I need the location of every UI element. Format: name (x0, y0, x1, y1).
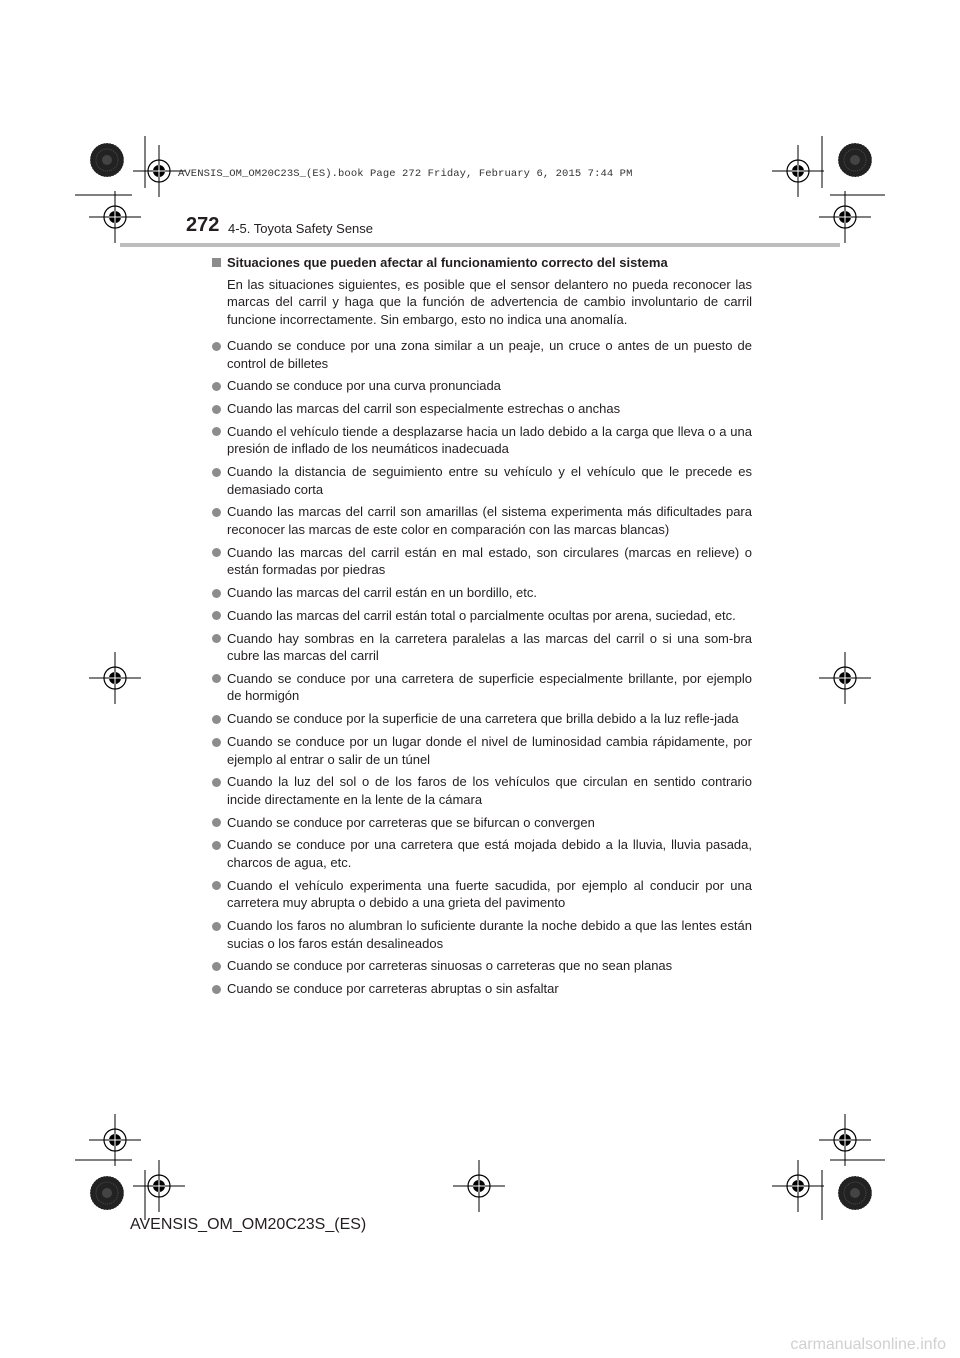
bullet-dot-icon (212, 382, 221, 391)
section-title: 4-5. Toyota Safety Sense (228, 221, 374, 236)
bullet-dot-icon (212, 818, 221, 827)
bullet-dot-icon (212, 778, 221, 787)
list-item-text: Cuando los faros no alumbran lo suficiente durante la noche debido a que las lentes están sucias o los faros están desalineados (227, 918, 752, 951)
heading-text: Situaciones que pueden afectar al funcionamiento correcto del sistema (227, 255, 668, 270)
list-item-text: Cuando se conduce por carreteras sinuosas o carreteras que no sean planas (227, 958, 673, 974)
list-item-text: Cuando las marcas del carril están en un bordillo, etc. (227, 585, 537, 601)
list-item (212, 337, 752, 372)
bullet-dot-icon (212, 468, 221, 477)
watermark: carmanualsonline.info (790, 1336, 946, 1353)
list-item (212, 917, 752, 952)
bullet-dot-icon (212, 985, 221, 994)
list-item-text: Cuando el vehículo experimenta una fuerte sacudida, por ejemplo al conducir por una carretera muy abrupta o debido a una grieta del pavimento (227, 877, 752, 911)
list-item (212, 607, 752, 625)
main-content (212, 254, 752, 1003)
bullet-dot-icon (212, 841, 221, 850)
list-item-text: Cuando se conduce por una curva pronunciada (227, 378, 501, 394)
list-item-text: Cuando las marcas del carril están total o parcialmente ocultas por arena, suciedad, etc. (227, 607, 736, 623)
bullet-dot-icon (212, 634, 221, 643)
list-item-text: Cuando se conduce por una zona similar a un peaje, un cruce o antes de un puesto de control de billetes (227, 338, 752, 371)
bullet-dot-icon (212, 508, 221, 517)
list-item-text: Cuando las marcas del carril son especialmente estrechas o anchas (227, 401, 621, 417)
list-item (212, 584, 752, 602)
bullet-dot-icon (212, 405, 221, 414)
list-item (212, 980, 752, 998)
list-item-text: Cuando se conduce por una carretera de superficie especialmente brillante, por ejemplo de hormigón (227, 670, 752, 704)
bullet-dot-icon (212, 611, 221, 620)
list-item-text: Cuando se conduce por una carretera que está mojada debido a la lluvia, lluvia pasada, charcos de agua, etc. (227, 837, 752, 870)
bullet-dot-icon (212, 342, 221, 351)
list-item (212, 503, 752, 538)
intro-paragraph: En las situaciones siguientes, es posible que el sensor delantero no pueda reconocer las marcas del carril y haga que la función de advertencia de cambio involuntario de carril funcione incorrectamente. Sin embargo, esto no indica una anomalía. (227, 276, 752, 327)
bullet-dot-icon (212, 738, 221, 747)
bullet-dot-icon (212, 589, 221, 598)
bullet-dot-icon (212, 881, 221, 890)
list-item (212, 423, 752, 458)
page-number: 272 (186, 214, 220, 236)
list-item (212, 377, 752, 395)
bullet-dot-icon (212, 427, 221, 436)
section-heading (212, 254, 752, 272)
list-item (212, 957, 752, 975)
list-item-text: Cuando se conduce por carreteras abruptas o sin asfaltar (227, 981, 559, 997)
list-item-text: Cuando se conduce por la superficie de una carretera que brilla debido a la luz refle-jada (227, 711, 739, 727)
list-item-text: Cuando la luz del sol o de los faros de los vehículos que circulan en sentido contrario incide directamente en la lente de la cámara (227, 774, 752, 807)
list-item (212, 670, 752, 705)
list-item-text: Cuando hay sombras en la carretera paralelas a las marcas del carril o si una som-bra cubre las marcas del carril (227, 630, 752, 664)
list-item (212, 710, 752, 728)
list-item (212, 400, 752, 418)
list-item (212, 836, 752, 871)
bullet-dot-icon (212, 548, 221, 557)
list-item (212, 877, 752, 912)
book-info-line: AVENSIS_OM_OM20C23S_(ES).book Page 272 Friday, February 6, 2015 7:44 PM (178, 168, 633, 180)
square-bullet-icon (212, 258, 221, 267)
list-item-text: Cuando el vehículo tiende a desplazarse hacia un lado debido a la carga que lleva o a una presión de inflado de los neumáticos inadecuada (227, 423, 752, 457)
list-item (212, 733, 752, 768)
header-rule (120, 243, 840, 247)
list-item (212, 463, 752, 498)
situations-list (212, 337, 752, 998)
list-item-text: Cuando se conduce por un lugar donde el nivel de luminosidad cambia rápidamente, por ejemplo al entrar o salir de un túnel (227, 734, 752, 767)
footer-doc-code: AVENSIS_OM_OM20C23S_(ES) (130, 1216, 367, 1233)
list-item-text: Cuando las marcas del carril están en mal estado, son circulares (marcas en relieve) o están formadas por piedras (227, 544, 752, 578)
list-item (212, 544, 752, 579)
bullet-dot-icon (212, 674, 221, 683)
bullet-dot-icon (212, 715, 221, 724)
list-item-text: Cuando se conduce por carreteras que se bifurcan o convergen (227, 814, 595, 830)
bullet-dot-icon (212, 962, 221, 971)
list-item (212, 630, 752, 665)
list-item (212, 773, 752, 808)
list-item-text: Cuando la distancia de seguimiento entre su vehículo y el vehículo que le precede es demasiado corta (227, 464, 752, 497)
list-item-text: Cuando las marcas del carril son amarillas (el sistema experimenta más dificultades para reconocer las marcas de este color en comparación con las marcas blancas) (227, 504, 752, 537)
list-item (212, 814, 752, 832)
bullet-dot-icon (212, 922, 221, 931)
